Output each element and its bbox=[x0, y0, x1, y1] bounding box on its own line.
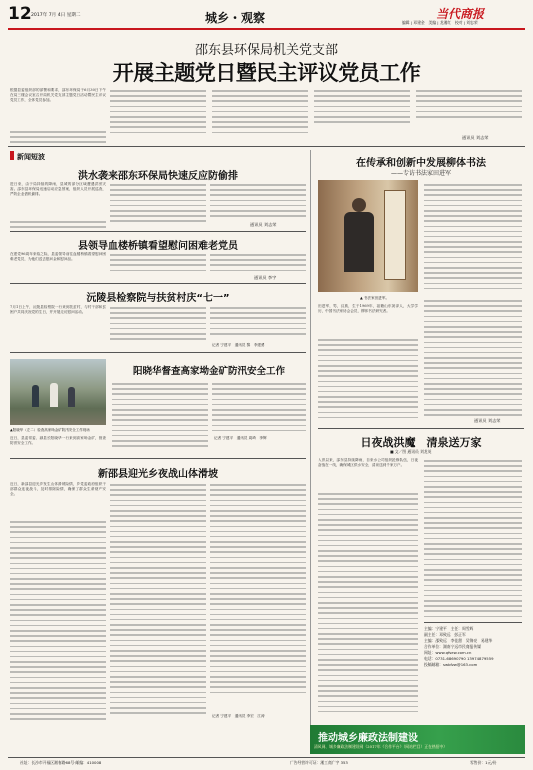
article6-subtitle: ——专访书法家田进军 bbox=[390, 170, 451, 177]
article4-byline: 记者 宁建平 通讯员 周琦 李辉 bbox=[214, 436, 267, 440]
article4-title: 阳晓华督查高家坳金矿防汛安全工作 bbox=[132, 366, 285, 377]
photo-person bbox=[50, 383, 58, 407]
credits-line: 主编：宁建平 主任：周雪辉 bbox=[424, 626, 474, 631]
article7-byline: ■ 文／图 通讯员 刘龙英 bbox=[390, 449, 432, 454]
article4-col3 bbox=[212, 383, 306, 435]
article4-paragraph: 近日，县委常委、副县长阳晓华一行来到高家坳金矿，督查防汛安全工作。 bbox=[10, 436, 106, 446]
article7-title: 日夜战洪魔 清泉送万家 bbox=[360, 436, 482, 449]
masthead-rule bbox=[8, 28, 525, 30]
credits-line: 副主任：邓致远 彭正军 bbox=[424, 632, 466, 637]
article5-byline: 记者 宁建平 通讯员 李宏 江涛 bbox=[212, 714, 265, 718]
article3-paragraph: 7月1日上午，沅陵县检察院一行来到扶贫村，与村干部和贫困户共同庆祝党的生日，并开展走访慰问活动。 bbox=[10, 305, 106, 315]
article2-byline: 通讯员 李宇 bbox=[254, 275, 277, 280]
news-brief-marker bbox=[10, 151, 14, 160]
credits-line: 投稿邮箱：swbfzw@163.com bbox=[424, 662, 478, 667]
photo-person bbox=[32, 385, 39, 407]
banner-line2: 清风网、城乡廉政法制建设网（2017年《合作平台》（网站栏目）正在热招中） bbox=[314, 744, 448, 749]
article3-col3 bbox=[210, 307, 306, 338]
article7-col-right bbox=[424, 460, 522, 621]
article4-divider bbox=[10, 458, 306, 459]
article5-paragraph: 近日，新邵县迎光乡发生山体滑坡险情，乡党委政府组织干部群众连夜战斗，及时排除险情，确保了群众生命财产安全。 bbox=[10, 482, 106, 497]
article1-title: 洪水袭来邵东环保局快速反应防偷排 bbox=[78, 171, 238, 182]
article1-byline: 通讯员 刘志荣 bbox=[250, 222, 277, 227]
photo-figure bbox=[352, 198, 366, 212]
lead-headline: 开展主题党日暨民主评议党员工作 bbox=[112, 61, 421, 85]
article4-photo-caption: ▲阳晓华（左二）检查高家坳金矿防汛安全工作现场 bbox=[10, 428, 90, 432]
article2-col2 bbox=[110, 254, 206, 275]
footer-price: 零售价：1元/份 bbox=[470, 760, 497, 765]
credits-line: 电话：0731-68690790 13974879559 bbox=[424, 656, 494, 661]
article4-col2 bbox=[112, 383, 208, 450]
article2-divider bbox=[10, 283, 306, 284]
banner-line1: 推动城乡廉政法制建设 bbox=[318, 733, 418, 744]
issue-date: 2017年 7月 4日 星期二 bbox=[31, 13, 81, 18]
article3-title: 沅陵县检察院与扶贫村庆“七一” bbox=[86, 293, 230, 304]
article6-title: 在传承和创新中发展柳体书法 bbox=[356, 158, 486, 169]
article2-title: 县领导血楼桥镇看望慰问困难老党员 bbox=[78, 241, 238, 252]
footer-address: 社址：长沙市开福区湘春路68号·邮编：410008 bbox=[20, 760, 102, 765]
left-right-divider bbox=[310, 150, 311, 725]
article3-divider bbox=[10, 352, 306, 353]
article6-col-left bbox=[318, 339, 418, 422]
footer-license: 广告经营许可证：湘工商广字 353 bbox=[290, 760, 348, 765]
news-brief-label: 新闻短波 bbox=[17, 153, 45, 161]
lead-kicker: 邵东县环保局机关党支部 bbox=[194, 43, 338, 58]
article6-byline: 通讯员 刘志荣 bbox=[474, 418, 501, 423]
lead-body-lines bbox=[10, 131, 106, 147]
lead-body-col3 bbox=[212, 90, 308, 137]
page-number: 12 bbox=[8, 4, 32, 24]
credits-line: 合作单位：湖南宁远市民商报传媒 bbox=[424, 644, 481, 649]
calligrapher-photo bbox=[318, 180, 418, 292]
article1-body bbox=[10, 221, 106, 231]
lead-divider bbox=[8, 146, 525, 147]
article6-col-right2 bbox=[424, 300, 522, 419]
lead-paragraph: 根据县委组织部的部署和要求，邵东环保局于6月30日下午在局三楼会议室召开局机关党支部主题党日活动暨民主评议党员工作，全体党员参加。 bbox=[10, 88, 106, 103]
photo-figure bbox=[344, 212, 374, 272]
article7-col-left bbox=[318, 493, 418, 716]
editor-credits: 编辑 | 邓建金 美编 | 龙湘红 校对 | 刘忠荣 bbox=[402, 20, 478, 25]
lead-byline: 通讯员 刘志荣 bbox=[462, 135, 489, 140]
article2-paragraph: 在建党96周年来临之际，县委领导前往血楼桥镇看望慰问困难老党员，为他们送去慰问金和慰问品。 bbox=[10, 252, 106, 262]
article2-col3 bbox=[210, 254, 306, 275]
credits-line: 网址：www.qfsew.com.cn bbox=[424, 650, 472, 655]
footer-rule bbox=[8, 757, 525, 758]
article6-col-right bbox=[424, 184, 522, 293]
photo-scroll bbox=[384, 190, 406, 280]
article5-col3 bbox=[210, 484, 306, 697]
lead-body-col5 bbox=[416, 90, 522, 121]
article6-divider bbox=[318, 428, 524, 429]
promo-banner bbox=[310, 725, 525, 754]
article1-col3 bbox=[210, 184, 306, 220]
photo-person bbox=[68, 387, 75, 407]
article5-title: 新邵县迎光乡夜战山体滑坡 bbox=[98, 469, 218, 480]
calligrapher-photo-caption: ▲ 书法家田进军。 bbox=[360, 296, 390, 300]
article1-col2 bbox=[110, 184, 206, 226]
article7-paragraph: 入汛以来，邵东县持续降雨，自来水公司组织抢修队伍，日夜奋战在一线，确保城区供水安全，清泉送到千家万户。 bbox=[318, 458, 418, 468]
article3-byline: 记者 宁建平 通讯员 黎 李建勇 bbox=[212, 343, 265, 347]
article1-divider bbox=[10, 231, 306, 232]
credits-box bbox=[424, 622, 522, 722]
article1-paragraph: 进日来，由于局持续的降雨，县城的部分区域遭遇洪涝灾害。邵东县环保局迅速启动应急预案，组织人员开展巡查，严防企业借机偷排。 bbox=[10, 182, 106, 197]
article5-body bbox=[10, 521, 106, 723]
article4-photo bbox=[10, 359, 106, 425]
credits-line: 主编：邵致远 李佳甜 吴锦亮 易建华 bbox=[424, 638, 493, 643]
section-title: 城乡・观察 bbox=[205, 11, 266, 25]
article5-col2 bbox=[110, 484, 206, 717]
paper-name: 当代商报 bbox=[436, 7, 485, 21]
lead-body-col2 bbox=[110, 90, 206, 137]
article3-col2 bbox=[110, 307, 206, 343]
lead-body-col4 bbox=[314, 90, 410, 126]
article6-paragraph: 田进军，男，汉族，生于1969年，祖籍山东菏泽人，大学学历，中国书法家协会会员，柳体书法研究者。 bbox=[318, 304, 418, 314]
